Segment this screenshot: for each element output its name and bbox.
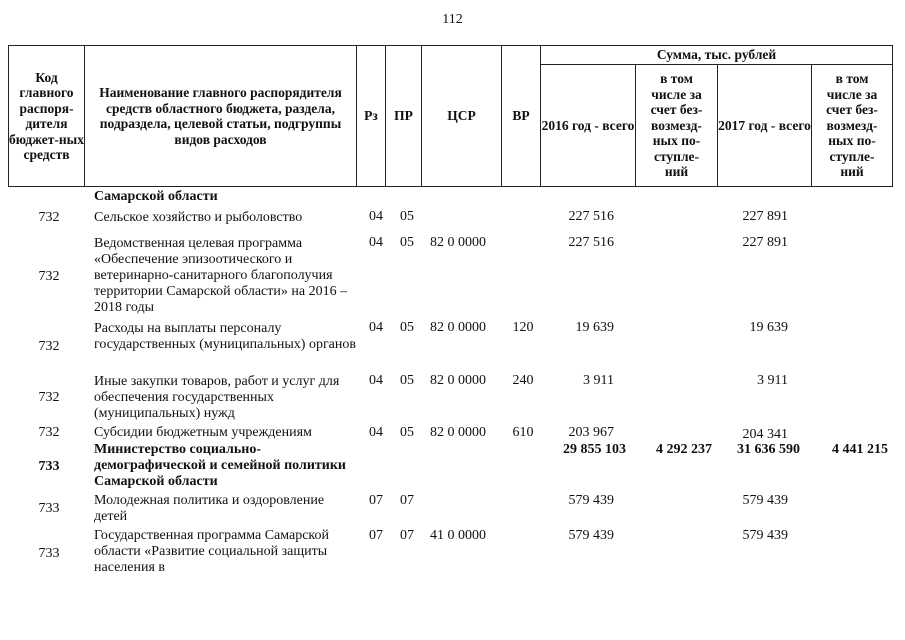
row-pr: 05 bbox=[400, 235, 414, 250]
row-code: 732 bbox=[38, 269, 60, 284]
row-pr: 07 bbox=[400, 493, 414, 508]
row-vr: 240 bbox=[512, 373, 534, 388]
row-pr: 05 bbox=[400, 425, 414, 440]
header-2016-total-text: 2016 год - всего bbox=[541, 117, 635, 133]
header-2016-total bbox=[540, 64, 636, 187]
row-rz: 04 bbox=[369, 320, 383, 335]
row-code: 732 bbox=[38, 339, 60, 354]
row-2017-total: 227 891 bbox=[742, 235, 788, 250]
row-2016-total: 579 439 bbox=[568, 493, 614, 508]
header-pr-text: ПР bbox=[394, 108, 413, 124]
row-code: 732 bbox=[38, 390, 60, 405]
row-rz: 07 bbox=[369, 528, 383, 543]
row-rz: 04 bbox=[369, 373, 383, 388]
row-csr: 82 0 0000 bbox=[430, 425, 486, 440]
row-2016-total: 227 516 bbox=[568, 209, 614, 224]
row-name: Министерство социально-демографической и семейной политики Самарской области bbox=[94, 442, 346, 489]
row-csr: 82 0 0000 bbox=[430, 320, 486, 335]
header-code-text: Код главного распоря-дителя бюджет-ных средств bbox=[9, 69, 84, 162]
row-2016-total: 227 516 bbox=[568, 235, 614, 250]
row-pr: 05 bbox=[400, 373, 414, 388]
row-name: Молодежная политика и оздоровление детей bbox=[94, 493, 325, 524]
header-2017-total bbox=[717, 64, 812, 187]
row-name: Ведомственная целевая программа «Обеспечение эпизоотического и ветеринарно-санитарного благополучия территории Самарской области» на 2016 –2018 годы bbox=[94, 236, 348, 315]
row-pr: 05 bbox=[400, 209, 414, 224]
row-rz: 07 bbox=[369, 493, 383, 508]
row-2017-total: 3 911 bbox=[757, 373, 788, 388]
header-2016-grant-text: в том числе за счет без-возмезд-ных по-ступле-ний bbox=[650, 71, 703, 180]
header-2017-grant-text: в том числе за счет без-возмезд-ных по-ступле-ний bbox=[826, 71, 878, 180]
row-name: Государственная программа Самарской области «Развитие социальной защиты населения в bbox=[94, 528, 330, 575]
row-code: 732 bbox=[38, 425, 60, 440]
header-rz bbox=[356, 45, 386, 187]
row-2017-total: 579 439 bbox=[742, 493, 788, 508]
row-vr: 120 bbox=[512, 320, 534, 335]
row-code: 733 bbox=[38, 546, 60, 561]
row-rz: 04 bbox=[369, 235, 383, 250]
row-2017-grant: 4 441 215 bbox=[832, 442, 888, 457]
row-2016-total: 3 911 bbox=[583, 373, 614, 388]
header-vr-text: ВР bbox=[512, 108, 530, 124]
row-rz: 04 bbox=[369, 425, 383, 440]
header-2016-grant bbox=[635, 64, 718, 187]
header-code bbox=[8, 45, 85, 187]
row-2017-total: 19 639 bbox=[749, 320, 788, 335]
row-csr: 82 0 0000 bbox=[430, 373, 486, 388]
header-csr bbox=[421, 45, 502, 187]
row-pr: 07 bbox=[400, 528, 414, 543]
row-pr: 05 bbox=[400, 320, 414, 335]
row-rz: 04 bbox=[369, 209, 383, 224]
header-csr-text: ЦСР bbox=[447, 108, 476, 124]
row-2016-total: 19 639 bbox=[575, 320, 614, 335]
row-2016-total: 579 439 bbox=[568, 528, 614, 543]
row-name: Расходы на выплаты персоналу государственных (муниципальных) органов bbox=[94, 321, 357, 352]
row-csr: 41 0 0000 bbox=[430, 528, 486, 543]
row-2017-total: 227 891 bbox=[742, 209, 788, 224]
header-sum-text: Сумма, тыс. рублей bbox=[656, 47, 777, 63]
row-2017-total: 579 439 bbox=[742, 528, 788, 543]
page-number: 112 bbox=[442, 12, 463, 27]
header-2017-grant bbox=[811, 64, 893, 187]
header-rz-text: Рз bbox=[364, 108, 378, 124]
header-name-text: Наименование главного распорядителя средств областного бюджета, раздела, подраздела, целевой статьи, подгруппы видов расходов bbox=[99, 85, 342, 147]
row-code: 732 bbox=[38, 210, 60, 225]
row-2016-total: 203 967 bbox=[568, 425, 614, 440]
row-2017-total: 31 636 590 bbox=[737, 442, 800, 457]
continuation-text: Самарской области bbox=[94, 189, 218, 204]
row-code: 733 bbox=[38, 501, 60, 516]
row-vr: 610 bbox=[512, 425, 534, 440]
row-2016-grant: 4 292 237 bbox=[656, 442, 712, 457]
row-2017-total: 204 341 bbox=[742, 427, 788, 442]
row-csr: 82 0 0000 bbox=[430, 235, 486, 250]
row-name: Иные закупки товаров, работ и услуг для обеспечения государственных (муниципальных) нужд bbox=[94, 374, 340, 421]
row-code: 733 bbox=[38, 459, 60, 474]
header-name bbox=[84, 45, 357, 187]
header-vr bbox=[501, 45, 541, 187]
row-name: Сельское хозяйство и рыболовство bbox=[94, 210, 303, 225]
header-2017-total-text: 2017 год - всего bbox=[718, 117, 811, 133]
header-pr bbox=[385, 45, 422, 187]
header-sum bbox=[540, 45, 893, 65]
row-2016-total: 29 855 103 bbox=[563, 442, 626, 457]
row-name: Субсидии бюджетным учреждениям bbox=[94, 425, 312, 440]
